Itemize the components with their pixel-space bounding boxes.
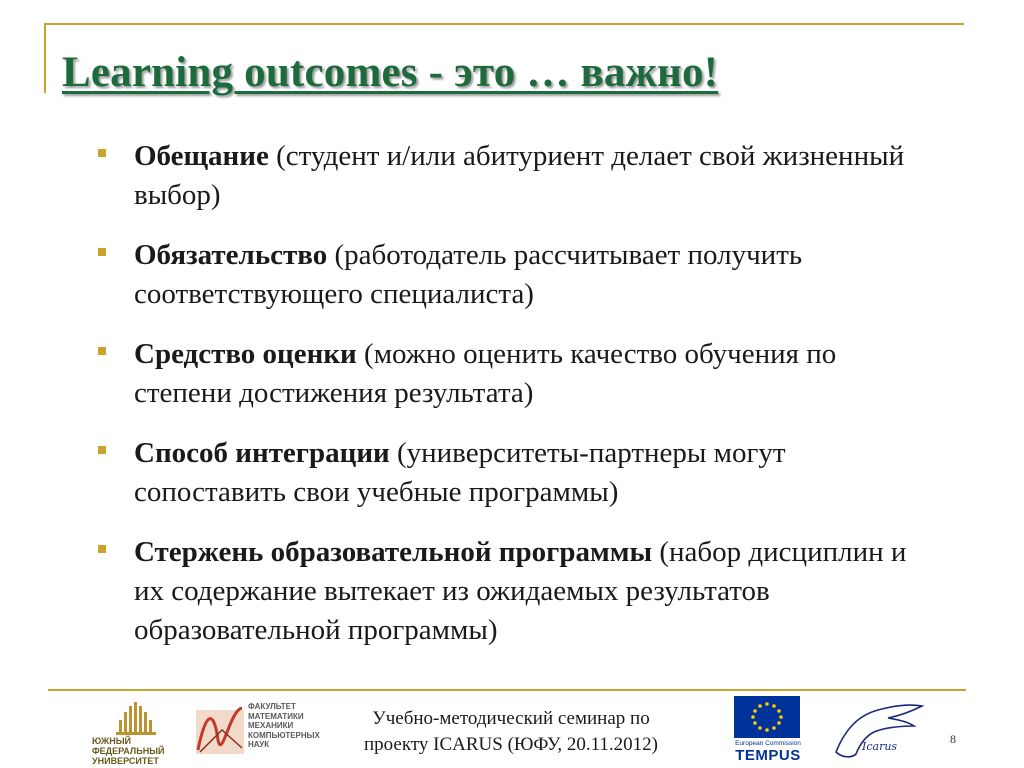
bullet-item xyxy=(98,137,938,215)
frame-top-rule xyxy=(44,23,964,25)
bullet-term: Обещание xyxy=(134,140,269,172)
mmcs-text-line: НАУК xyxy=(248,740,270,749)
bullet-description: (студент и/или абитуриент делает свой жизненный выбор) xyxy=(134,140,905,211)
bullet-item xyxy=(98,236,938,314)
bullet-marker-icon xyxy=(98,347,106,355)
bullet-list xyxy=(98,137,938,671)
mmcs-text-line: МЕХАНИКИ xyxy=(248,721,294,730)
mmcs-logo-icon xyxy=(192,700,250,760)
bullet-term: Средство оценки xyxy=(134,338,357,370)
tempus-caption: European Commission xyxy=(735,740,801,747)
seminar-caption xyxy=(326,706,696,758)
tempus-label: TEMPUS xyxy=(735,747,801,764)
sfu-logo-text xyxy=(92,736,164,766)
bullet-marker-icon xyxy=(98,545,106,553)
sfu-text-line: ЮЖНЫЙ xyxy=(92,736,131,746)
page-number: 8 xyxy=(950,732,956,746)
mmcs-logo-text xyxy=(248,702,320,750)
sfu-text-line: ФЕДЕРАЛЬНЫЙ xyxy=(92,746,165,756)
bullet-marker-icon xyxy=(98,149,106,157)
bullet-marker-icon xyxy=(98,248,106,256)
tempus-logo xyxy=(732,696,804,766)
bullet-item xyxy=(98,335,938,413)
bullet-description: (можно оценить качество обучения по степени достижения результата) xyxy=(134,338,837,409)
bullet-description: (работодатель рассчитывает получить соответствующего специалиста) xyxy=(134,239,803,310)
icarus-label: Icarus xyxy=(862,740,898,753)
bullet-marker-icon xyxy=(98,446,106,454)
slide-title: Learning outcomes - это … важно! xyxy=(62,49,719,96)
mmcs-text-line: МАТЕМАТИКИ xyxy=(248,711,304,721)
mmcs-text-line: КОМПЬЮТЕРНЫХ xyxy=(248,730,320,740)
seminar-line: Учебно-методический семинар по xyxy=(372,708,650,729)
bullet-item xyxy=(98,434,938,512)
footer xyxy=(0,692,1024,768)
mmcs-text-line: ФАКУЛЬТЕТ xyxy=(248,702,296,711)
bullet-term: Стержень образовательной программы xyxy=(134,536,653,568)
frame-left-rule xyxy=(44,23,46,93)
icarus-logo-icon xyxy=(826,696,926,762)
eu-flag-icon xyxy=(734,696,800,738)
bullet-description: (университеты-партнеры могут сопоставить свои учебные программы) xyxy=(134,437,786,508)
sfu-text-line: УНИВЕРСИТЕТ xyxy=(92,756,159,766)
footer-rule xyxy=(48,689,966,691)
bullet-item xyxy=(98,533,938,650)
bullet-term: Обязательство xyxy=(134,239,328,271)
bullet-description: (набор дисциплин и их содержание вытекает из ожидаемых результатов образовательной программы) xyxy=(134,536,907,646)
seminar-line: проекту ICARUS (ЮФУ, 20.11.2012) xyxy=(364,734,658,755)
bullet-term: Способ интеграции xyxy=(134,437,390,469)
